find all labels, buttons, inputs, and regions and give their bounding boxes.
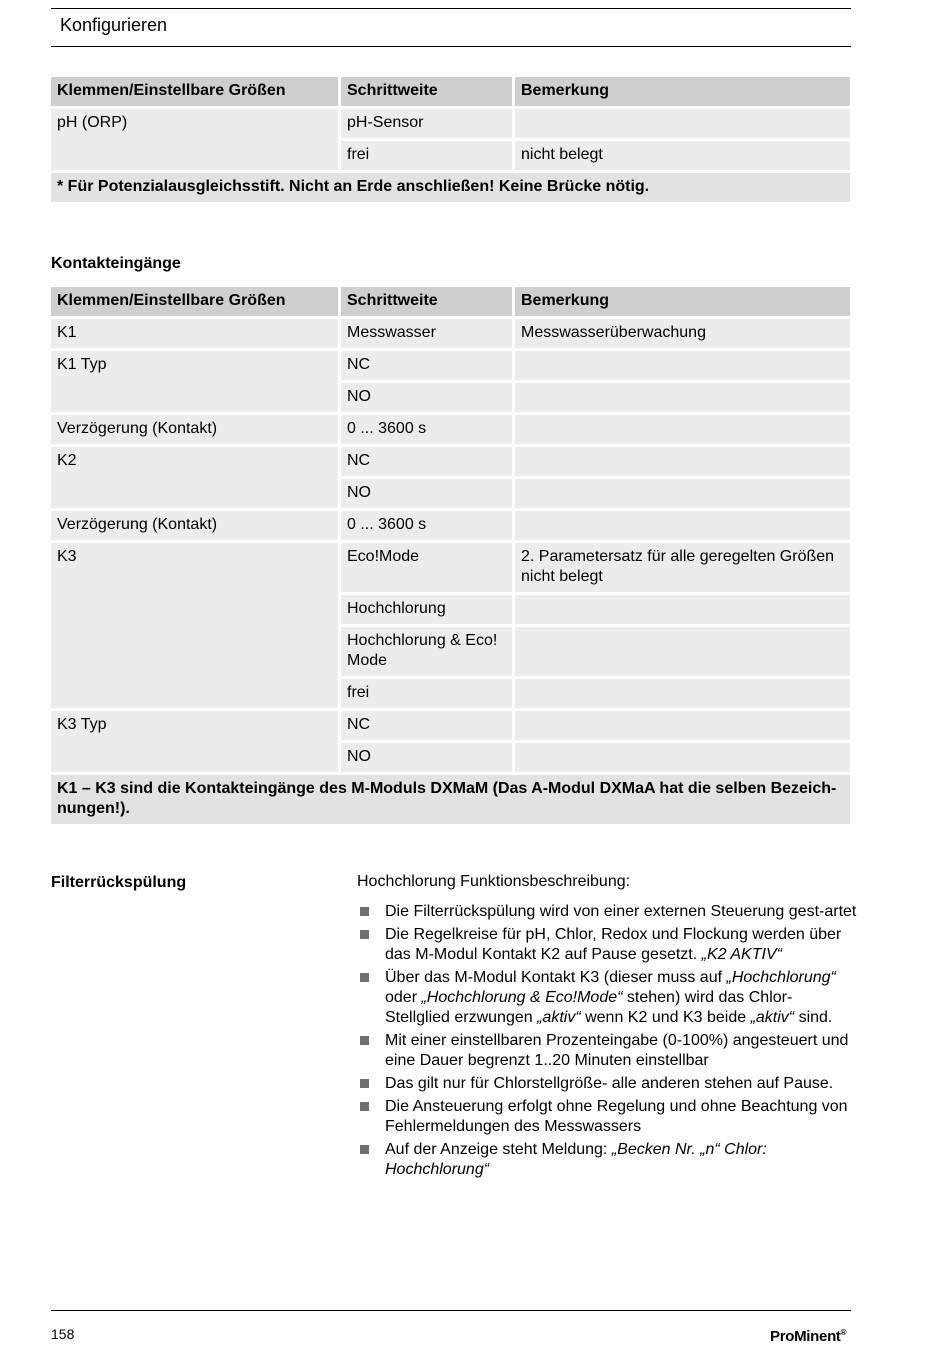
page-number: 158 [51,1326,75,1342]
table-cell: NO [341,383,512,412]
registered-mark: ® [840,1328,847,1337]
list-item-text: Die Filterrückspülung wird von einer externen Steuerung gest-artet [385,903,857,920]
table-row [51,351,850,380]
list-item-text: oder [385,989,422,1006]
square-bullet-icon [360,930,369,939]
square-bullet-icon [360,907,369,916]
list-item-text: Mit einer einstellbaren Prozenteingabe (0-100%) angesteuert und eine Dauer begrenzt 1..20 Minuten einstellbar [385,1032,849,1069]
section-title-filterrueckspuelung: Filterrückspülung [51,874,187,891]
table-cell [515,109,850,138]
table-cell [515,595,850,624]
table-cell: NO [341,743,512,772]
column-header: Klemmen/Einstellbare Größen [51,287,338,316]
square-bullet-icon [360,1145,369,1154]
table-cell: Hochchlorung [341,595,512,624]
sensor-table [48,74,853,205]
table-cell [515,679,850,708]
column-header: Klemmen/Einstellbare Größen [51,77,338,106]
list-item-text: wenn K2 und K3 beide [580,1009,751,1026]
table-cell: Eco!Mode [341,543,512,592]
table-cell: NC [341,351,512,380]
list-item-text: Über das M-Modul Kontakt K3 (dieser muss auf [385,969,727,986]
table-header-row [51,287,850,316]
table-cell: NO [341,479,512,508]
table-cell: pH-Sensor [341,109,512,138]
contact-inputs-table [48,284,853,827]
list-item [357,1074,857,1094]
column-header: Bemerkung [515,287,850,316]
table-note: K1 – K3 sind die Kontakteingänge des M-Moduls DXMaM (Das A-Modul DXMaA hat die selben Bezeich-nungen!). [51,775,850,824]
emphasized-text: „Hochchlorung & Eco!Mode“ [421,989,623,1006]
table-cell [515,351,850,380]
prominent-logo [770,1328,846,1345]
description-intro: Hochchlorung Funktionsbeschreibung: [357,873,631,890]
table-cell: frei [341,679,512,708]
list-item-text: Das gilt nur für Chlorstellgröße- alle anderen stehen auf Pause. [385,1075,834,1092]
emphasized-text: „aktiv“ [750,1009,795,1026]
table-cell: Messwasserüberwachung [515,319,850,348]
square-bullet-icon [360,1102,369,1111]
table-cell [515,447,850,476]
table-row [51,415,850,444]
table-cell: 0 ... 3600 s [341,415,512,444]
emphasized-text: „Hochchlorung“ [726,969,836,986]
column-header: Schrittweite [341,287,512,316]
table-cell: 2. Parametersatz für alle geregelten Größen nicht belegt [515,543,850,592]
table-cell [515,627,850,676]
table-row [51,109,850,138]
list-item-text: Die Regelkreise für pH, Chlor, Redox und Flockung werden über das M-Modul Kontakt K2 auf Pause gesetzt. [385,926,842,963]
description-list [357,902,857,1183]
list-item-text: stehen) wird das Chlor-Stellglied erzwungen [385,989,793,1026]
table-header-row [51,77,850,106]
table-cell [515,511,850,540]
table-note-row [51,775,850,824]
footer-rule [51,1310,851,1311]
table-cell: Verzögerung (Kontakt) [51,511,338,540]
square-bullet-icon [360,1079,369,1088]
section-title-kontakteingaenge: Kontakteingänge [51,255,181,272]
table-cell: nicht belegt [515,141,850,170]
table-cell: frei [341,141,512,170]
table-cell: K3 Typ [51,711,338,772]
table-row [51,447,850,476]
table-cell: K1 Typ [51,351,338,412]
emphasized-text: „aktiv“ [537,1009,581,1026]
table-row [51,543,850,592]
column-header: Schrittweite [341,77,512,106]
list-item [357,902,857,922]
table-cell: NC [341,711,512,740]
table-cell: K2 [51,447,338,508]
table-note-row [51,173,850,202]
table-cell: 0 ... 3600 s [341,511,512,540]
table-cell: Hochchlorung & Eco! Mode [341,627,512,676]
emphasized-text: „K2 AKTIV“ [701,946,782,963]
column-header: Bemerkung [515,77,850,106]
list-item-text: sind. [794,1009,833,1026]
table-cell [515,479,850,508]
list-item [357,1140,857,1180]
list-item [357,1031,857,1071]
page-title: Konfigurieren [60,15,168,35]
table-cell [515,743,850,772]
square-bullet-icon [360,973,369,982]
list-item-text: Auf der Anzeige steht Meldung: [385,1141,612,1158]
list-item [357,968,857,1028]
square-bullet-icon [360,1036,369,1045]
logo-text: ProMinent [770,1328,841,1345]
list-item [357,925,857,965]
table-cell [515,415,850,444]
table-note: * Für Potenzialausgleichsstift. Nicht an Erde anschließen! Keine Brücke nötig. [51,173,850,202]
table-cell: Messwasser [341,319,512,348]
header-rule-bottom [51,46,851,47]
table-cell: K3 [51,543,338,708]
table-cell: pH (ORP) [51,109,338,170]
list-item [357,1097,857,1137]
table-cell [515,711,850,740]
table-cell: K1 [51,319,338,348]
header-rule-top [51,8,851,9]
table-cell: Verzögerung (Kontakt) [51,415,338,444]
table-row [51,319,850,348]
table-cell [515,383,850,412]
table-cell: NC [341,447,512,476]
list-item-text: Die Ansteuerung erfolgt ohne Regelung und ohne Beachtung von Fehlermeldungen des Messwassers [385,1098,848,1135]
table-row [51,511,850,540]
table-row [51,711,850,740]
emphasized-text: „Becken Nr. „n“ Chlor: Hochchlorung“ [385,1141,767,1178]
